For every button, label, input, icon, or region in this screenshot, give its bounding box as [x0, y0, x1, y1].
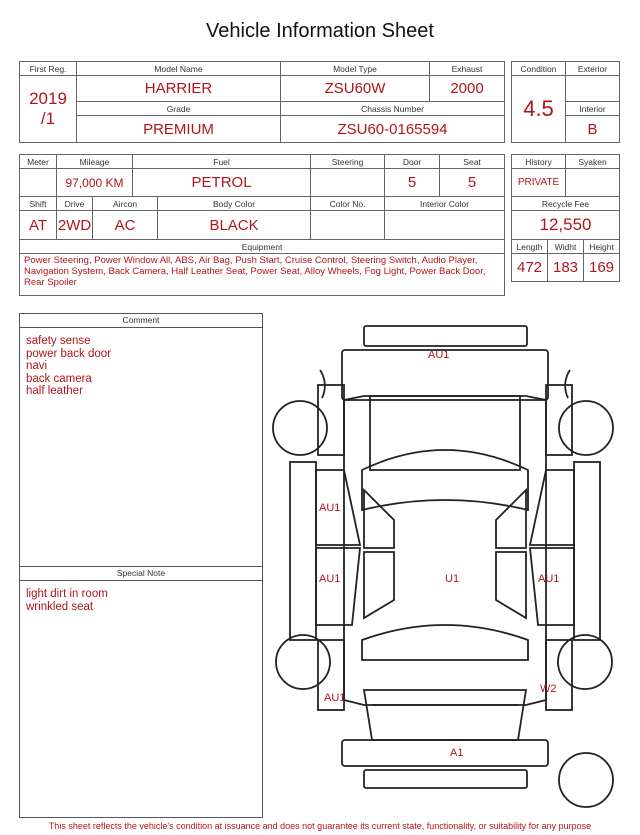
special-note-label: Special Note [20, 567, 262, 581]
mileage-value: 97,000 KM [57, 169, 133, 197]
equipment-label: Equipment [20, 240, 505, 254]
seat-value: 5 [440, 169, 505, 197]
first-reg-year: 2019 [29, 89, 67, 108]
model-name-value: HARRIER [77, 76, 281, 102]
special-note-line: light dirt in room [26, 588, 108, 600]
rear-window [362, 625, 528, 660]
syaken-label: Syaken [566, 155, 620, 169]
grade-value: PREMIUM [77, 116, 281, 143]
model-name-label: Model Name [77, 62, 281, 76]
right-front-door [530, 470, 574, 545]
damage-mark: U1 [445, 573, 460, 585]
damage-mark: AU1 [428, 349, 450, 361]
right-sill [574, 462, 600, 640]
height-value: 169 [584, 254, 620, 282]
interior-label: Interior [566, 102, 620, 116]
first-reg-label: First Reg. [20, 62, 77, 76]
height-label: Height [584, 240, 620, 254]
steering-label: Steering [311, 155, 385, 169]
exterior-label: Exterior [566, 62, 620, 76]
recycle-fee-value: 12,550 [512, 211, 620, 240]
damage-mark: AU1 [319, 502, 341, 514]
condition-value: 4.5 [512, 76, 566, 143]
damage-mark: AU1 [538, 573, 560, 585]
rear-bumper [342, 740, 548, 766]
width-label: Widht [548, 240, 584, 254]
front-right-light [565, 370, 570, 398]
drive-label: Drive [57, 197, 93, 211]
spare-wheel [559, 753, 613, 807]
color-no-label: Color No. [311, 197, 385, 211]
damage-mark: AU1 [324, 692, 346, 704]
left-sill [290, 462, 316, 640]
aircon-value: AC [93, 211, 158, 240]
car-outline [273, 326, 613, 807]
front-bumper-top [364, 326, 527, 346]
history-label: History [512, 155, 566, 169]
tailgate [364, 690, 526, 740]
length-value: 472 [512, 254, 548, 282]
rear-left-wheel [276, 635, 330, 689]
chassis-number-value: ZSU60-0165594 [281, 116, 505, 143]
model-type-label: Model Type [281, 62, 430, 76]
recycle-fee-label: Recycle Fee [512, 197, 620, 211]
right-front-pillar [546, 385, 572, 455]
left-rear-window [364, 552, 394, 618]
fuel-label: Fuel [133, 155, 311, 169]
comment-line: back camera [26, 372, 92, 385]
first-reg-month: /1 [40, 109, 56, 128]
comment-line: safety sense [26, 335, 91, 347]
disclaimer-footer: This sheet reflects the vehicle's condition at issuance and does not guarantee its current state, functionality, or suitability for any purpose [48, 821, 592, 831]
meter-label: Meter [20, 155, 57, 169]
body-color-value: BLACK [158, 211, 311, 240]
length-label: Length [512, 240, 548, 254]
exhaust-value: 2000 [430, 76, 505, 102]
door-label: Door [385, 155, 440, 169]
interior-color-label: Interior Color [385, 197, 505, 211]
model-type-value: ZSU60W [281, 76, 430, 102]
car-body [344, 396, 546, 705]
right-rear-window [496, 552, 526, 618]
comment-line: half leather [26, 385, 83, 397]
windshield [362, 450, 528, 510]
front-right-wheel [559, 401, 613, 455]
shift-label: Shift [20, 197, 57, 211]
left-rear-door [316, 548, 360, 625]
drive-value: 2WD [57, 211, 93, 240]
right-rear-pillar [546, 640, 572, 710]
right-front-window [496, 490, 526, 548]
history-value: PRIVATE [512, 169, 566, 197]
right-rear-door [530, 548, 574, 625]
grade-label: Grade [77, 102, 281, 116]
interior-value: B [566, 116, 620, 143]
body-color-label: Body Color [158, 197, 311, 211]
fuel-value: PETROL [133, 169, 311, 197]
comment-line: power back door [26, 347, 112, 360]
comment-line: navi [26, 360, 48, 372]
rear-bumper-bottom [364, 770, 527, 788]
shift-value: AT [20, 211, 57, 240]
page-title: Vehicle Information Sheet [206, 20, 434, 42]
mileage-label: Mileage [57, 155, 133, 169]
damage-mark: AU1 [319, 573, 341, 585]
front-left-light [320, 370, 325, 398]
equipment-value: Power Steering, Power Window All, ABS, Air Bag, Push Start, Cruise Control, Steering Switch, Audio Player, Navigation System, Back Camera, Half Leather Seat, Power Seat, Alloy Wheels, Fog Light, Power Back Door, Rear Spoiler [20, 254, 505, 296]
width-value: 183 [548, 254, 584, 282]
damage-marks [319, 349, 559, 759]
damage-mark: A1 [450, 747, 464, 759]
door-value: 5 [385, 169, 440, 197]
comment-label: Comment [20, 314, 262, 328]
rear-right-wheel [558, 635, 612, 689]
special-note-line: wrinkled seat [26, 600, 94, 613]
chassis-number-label: Chassis Number [281, 102, 505, 116]
seat-label: Seat [440, 155, 505, 169]
left-front-window [364, 490, 394, 548]
damage-mark: W2 [540, 683, 557, 695]
exhaust-label: Exhaust [430, 62, 505, 76]
aircon-label: Aircon [93, 197, 158, 211]
condition-label: Condition [512, 62, 566, 76]
